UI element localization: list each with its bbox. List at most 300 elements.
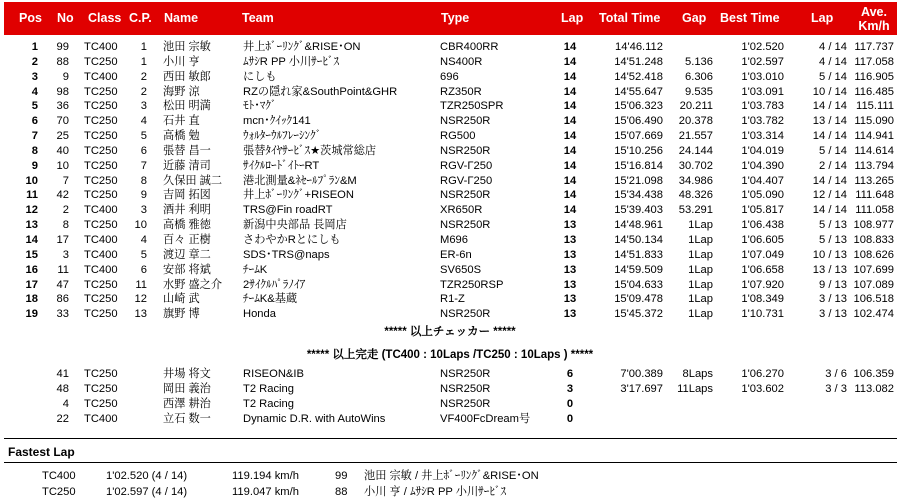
cell-type: ER-6n: [440, 248, 472, 261]
cell-team: ｳｫﾙﾀｰｳﾙﾌﾚｰｼﾝｸﾞ: [243, 130, 322, 143]
fastest-lap-row: [0, 469, 900, 484]
cell-pos: 6: [31, 115, 38, 128]
header-name: Name: [164, 11, 199, 25]
cell-lap: 14: [563, 85, 577, 98]
cell-name: 池田 宗敏: [163, 41, 211, 53]
cell-name: 西澤 耕治: [163, 398, 211, 410]
table-row: [0, 218, 900, 233]
cell-ave: 108.833: [853, 233, 894, 246]
header-total-time: Total Time: [599, 11, 661, 25]
cell-best-lap: 2 / 14: [819, 159, 847, 172]
cell-ave: 114.941: [854, 130, 894, 143]
cell-class: TC400: [84, 413, 118, 425]
cell-team: さわやかRとにしも: [243, 233, 341, 246]
cell-class: TC250: [84, 130, 118, 143]
fl-no: 88: [335, 486, 348, 498]
cell-gap: 1Lap: [688, 219, 713, 232]
cell-best-lap: 10 / 14: [812, 85, 847, 98]
cell-gap: 30.702: [678, 159, 713, 172]
cell-type: NSR250R: [440, 368, 491, 380]
cell-class: TC250: [84, 398, 118, 410]
cell-ave: 113.794: [854, 159, 894, 172]
cell-class: TC250: [84, 144, 118, 157]
header-cp: C.P.: [129, 11, 152, 25]
cell-ave: 117.737: [854, 41, 894, 53]
cell-best-lap: 14 / 14: [812, 130, 847, 143]
cell-no: 86: [56, 293, 69, 306]
cell-class: TC250: [84, 174, 118, 187]
cell-cp: 4: [140, 115, 147, 128]
cell-best-lap: 13 / 13: [812, 263, 847, 276]
header-team: Team: [242, 11, 274, 25]
cell-lap: 0: [566, 398, 574, 410]
cell-total-time: 15'45.372: [614, 308, 663, 321]
cell-pos: 15: [25, 248, 38, 261]
cell-ave: 108.626: [853, 248, 894, 261]
cell-pos: 14: [25, 233, 38, 246]
table-row: [0, 114, 900, 129]
cell-best-lap: 5 / 13: [819, 219, 847, 232]
fastest-lap-row: [0, 485, 900, 500]
cell-type: RZ350R: [440, 85, 482, 98]
cell-no: 3: [62, 248, 69, 261]
cell-gap: 34.986: [678, 174, 713, 187]
cell-class: TC400: [84, 70, 118, 83]
cell-pos: 9: [31, 159, 38, 172]
cell-gap: 20.211: [679, 100, 713, 113]
cell-class: TC250: [84, 115, 118, 128]
fl-no: 99: [335, 470, 348, 482]
cell-gap: 1Lap: [688, 293, 713, 306]
cell-ave: 106.518: [853, 293, 894, 306]
table-row: [0, 263, 900, 278]
non-classified-row: [0, 382, 900, 397]
cell-best-lap: 13 / 14: [812, 115, 847, 128]
cell-team: 新潟中央部品 長岡店: [243, 219, 347, 232]
header-lap: Lap: [561, 11, 584, 25]
cell-lap: 0: [566, 413, 574, 425]
cell-no: 48: [56, 383, 69, 395]
cell-pos: 16: [25, 263, 38, 276]
cell-best-time: 1'07.049: [741, 248, 784, 261]
cell-class: TC250: [84, 219, 118, 232]
cell-name: 旗野 博: [163, 308, 200, 321]
cell-total-time: 15'16.814: [614, 159, 663, 172]
table-row: [0, 233, 900, 248]
cell-best-lap: 9 / 13: [819, 278, 847, 291]
cell-total-time: 15'07.669: [614, 130, 663, 143]
header-ave-line2: Km/h: [858, 19, 890, 33]
header-type: Type: [441, 11, 470, 25]
cell-ave: 117.058: [854, 55, 894, 68]
cell-type: NSR250R: [440, 398, 491, 410]
cell-gap: 9.535: [685, 85, 713, 98]
cell-class: TC250: [84, 383, 118, 395]
cell-cp: 4: [140, 233, 147, 246]
cell-name: 安部 将斌: [163, 263, 211, 276]
cell-best-lap: 4 / 14: [819, 55, 847, 68]
cell-class: TC250: [84, 368, 118, 380]
cell-no: 99: [56, 41, 69, 53]
cell-best-time: 1'03.602: [741, 383, 784, 395]
cell-cp: 12: [134, 293, 147, 306]
cell-best-time: 1'03.783: [741, 100, 784, 113]
cell-lap: 14: [563, 159, 577, 172]
cell-lap: 14: [563, 204, 577, 217]
cell-best-lap: 14 / 14: [812, 204, 847, 217]
cell-ave: 107.089: [853, 278, 894, 291]
cell-team: RISEON&IB: [243, 368, 304, 380]
cell-total-time: 7'00.389: [620, 368, 663, 380]
cell-pos: 19: [25, 308, 38, 321]
non-classified-row: [0, 367, 900, 382]
table-row: [0, 99, 900, 114]
cell-ave: 113.082: [854, 383, 894, 395]
cell-name: 西田 敏郎: [163, 70, 211, 83]
cell-pos: 13: [25, 219, 38, 232]
cell-best-time: 1'10.731: [741, 308, 784, 321]
cell-lap: 14: [563, 70, 577, 83]
cell-no: 47: [56, 278, 69, 291]
fastest-lap-underline: [4, 462, 897, 463]
cell-pos: 3: [31, 70, 38, 83]
cell-type: NS400R: [440, 55, 483, 68]
table-row: [0, 203, 900, 218]
header-no: No: [57, 11, 74, 25]
table-row: [0, 174, 900, 189]
cell-gap: 1Lap: [688, 308, 713, 321]
cell-name: 松田 明満: [163, 100, 211, 113]
cell-no: 8: [62, 219, 69, 232]
cell-ave: 107.699: [853, 263, 894, 276]
cell-lap: 13: [563, 219, 577, 232]
cell-name: 立石 数一: [163, 413, 211, 425]
cell-team: にしも: [243, 70, 277, 83]
cell-total-time: 15'21.098: [614, 174, 663, 187]
cell-type: CBR400RR: [440, 41, 499, 53]
cell-best-time: 1'03.314: [741, 130, 784, 143]
cell-type: NSR250R: [440, 189, 491, 202]
cell-best-lap: 12 / 14: [812, 189, 847, 202]
cell-cp: 10: [134, 219, 147, 232]
cell-pos: 11: [26, 189, 38, 202]
cell-best-lap: 3 / 6: [825, 368, 847, 380]
cell-type: TZR250SPR: [440, 100, 504, 113]
cell-total-time: 15'09.478: [614, 293, 663, 306]
non-classified-row: [0, 412, 900, 427]
fl-rider: 池田 宗敏 / 井上ﾎﾞｰﾘﾝｸﾞ&RISE･ON: [364, 470, 539, 482]
cell-cp: 3: [140, 100, 147, 113]
cell-name: 酒井 利明: [163, 204, 211, 217]
cell-lap: 14: [563, 55, 577, 68]
cell-name: 百々 正樹: [163, 233, 211, 246]
header-class: Class: [88, 11, 122, 25]
cell-name: 山崎 武: [163, 293, 200, 306]
cell-ave: 116.905: [854, 70, 894, 83]
table-row: [0, 70, 900, 85]
table-row: [0, 159, 900, 174]
table-row: [0, 307, 900, 322]
cell-class: TC250: [84, 55, 118, 68]
cell-type: TZR250RSP: [440, 278, 504, 291]
cell-type: VF400FcDream号: [440, 413, 531, 425]
cell-pos: 8: [31, 144, 38, 157]
cell-cp: 9: [140, 189, 147, 202]
cell-pos: 12: [25, 204, 38, 217]
finish-note: ***** 以上完走 (TC400 : 10Laps /TC250 : 10Laps ) *****: [306, 349, 594, 361]
cell-total-time: 15'06.323: [614, 100, 663, 113]
cell-name: 高橋 勉: [163, 130, 200, 143]
cell-pos: 4: [31, 85, 38, 98]
cell-gap: 11Laps: [677, 383, 713, 395]
cell-team: 井上ﾎﾞｰﾘﾝｸﾞ&RISE･ON: [243, 41, 361, 53]
cell-team: 張替ﾀｲﾔｻｰﾋﾞｽ★茨城常総店: [243, 144, 377, 157]
fl-time: 1'02.520 (4 / 14): [106, 470, 188, 482]
cell-class: TC400: [84, 248, 118, 261]
cell-gap: 48.326: [678, 189, 713, 202]
cell-name: 岡田 義治: [163, 383, 211, 395]
cell-type: NSR250R: [440, 115, 491, 128]
cell-best-lap: 3 / 3: [825, 383, 847, 395]
cell-no: 40: [56, 144, 69, 157]
cell-name: 久保田 誠二: [163, 174, 223, 187]
cell-lap: 13: [563, 278, 577, 291]
cell-no: 11: [57, 263, 69, 276]
cell-no: 10: [56, 159, 69, 172]
cell-team: 2ｻｲｸﾙﾊﾟﾗﾉｲｱ: [243, 278, 306, 291]
results-table-header: [4, 2, 897, 35]
cell-best-time: 1'03.782: [741, 115, 784, 128]
header-ave: [852, 5, 896, 38]
cell-cp: 5: [140, 130, 147, 143]
fl-time: 1'02.597 (4 / 14): [106, 486, 188, 498]
cell-ave: 115.090: [854, 115, 894, 128]
cell-total-time: 15'10.256: [614, 144, 663, 157]
cell-cp: 5: [140, 248, 147, 261]
cell-no: 36: [56, 100, 69, 113]
cell-team: ﾁｰﾑK&基蔵: [243, 293, 298, 306]
cell-best-lap: 14 / 14: [812, 100, 847, 113]
cell-total-time: 14'55.647: [614, 85, 663, 98]
table-row: [0, 129, 900, 144]
cell-pos: 18: [25, 293, 38, 306]
fl-speed: 119.194 km/h: [232, 470, 299, 482]
table-row: [0, 144, 900, 159]
cell-best-lap: 3 / 13: [819, 293, 847, 306]
cell-no: 98: [56, 85, 69, 98]
cell-total-time: 15'04.633: [614, 278, 663, 291]
cell-best-time: 1'06.270: [741, 368, 784, 380]
cell-team: 井上ﾎﾞｰﾘﾝｸﾞ+RISEON: [243, 189, 354, 202]
cell-cp: 7: [140, 159, 147, 172]
cell-no: 88: [56, 55, 69, 68]
cell-gap: 20.378: [678, 115, 713, 128]
cell-name: 石井 直: [163, 115, 200, 128]
cell-ave: 114.614: [854, 144, 894, 157]
cell-name: 海野 涼: [163, 85, 200, 98]
cell-best-time: 1'05.090: [741, 189, 784, 202]
cell-cp: 8: [140, 174, 147, 187]
cell-no: 70: [56, 115, 69, 128]
cell-lap: 14: [563, 174, 577, 187]
cell-type: NSR250R: [440, 144, 491, 157]
cell-pos: 5: [31, 100, 38, 113]
cell-type: XR650R: [440, 204, 483, 217]
cell-gap: 1Lap: [688, 263, 713, 276]
cell-pos: 1: [31, 41, 38, 53]
cell-ave: 108.977: [853, 219, 894, 232]
cell-pos: 2: [31, 55, 38, 68]
cell-best-time: 1'03.091: [741, 85, 784, 98]
cell-total-time: 15'39.403: [614, 204, 663, 217]
cell-type: SV650S: [440, 263, 482, 276]
cell-best-time: 1'06.438: [741, 219, 784, 232]
cell-cp: 11: [135, 278, 147, 291]
cell-gap: 1Lap: [688, 233, 713, 246]
cell-team: ｻｲｸﾙﾛｰﾄﾞｲﾄｰRT: [243, 159, 320, 172]
cell-type: RGV-Γ250: [440, 159, 493, 172]
cell-cp: 3: [140, 204, 147, 217]
cell-best-time: 1'08.349: [741, 293, 784, 306]
cell-team: SDS･TRS@naps: [243, 248, 330, 261]
cell-team: Dynamic D.R. with AutoWins: [243, 413, 386, 425]
table-row: [0, 292, 900, 307]
cell-best-lap: 10 / 13: [812, 248, 847, 261]
cell-class: TC400: [84, 263, 118, 276]
cell-type: NSR250R: [440, 219, 491, 232]
cell-type: RG500: [440, 130, 476, 143]
cell-best-time: 1'04.390: [741, 159, 784, 172]
table-row: [0, 85, 900, 100]
cell-lap: 14: [563, 41, 577, 53]
cell-total-time: 14'59.509: [614, 263, 663, 276]
cell-lap: 13: [563, 263, 577, 276]
cell-class: TC400: [84, 41, 118, 53]
cell-pos: 10: [25, 174, 38, 187]
cell-team: T2 Racing: [243, 398, 294, 410]
cell-no: 25: [56, 130, 69, 143]
cell-best-lap: 5 / 13: [819, 233, 847, 246]
cell-cp: 1: [140, 41, 147, 53]
non-classified-row: [0, 397, 900, 412]
cell-lap: 13: [563, 248, 577, 261]
fl-class: TC400: [42, 470, 76, 482]
cell-best-lap: 3 / 13: [819, 308, 847, 321]
header-gap: Gap: [682, 11, 707, 25]
cell-team: 港北測量&ﾈｾｰﾙﾌﾟﾗﾝ&M: [243, 174, 357, 187]
cell-ave: 106.359: [853, 368, 894, 380]
cell-total-time: 14'52.418: [614, 70, 663, 83]
cell-name: 高橋 雅徳: [163, 219, 211, 232]
cell-cp: 13: [134, 308, 147, 321]
cell-name: 渡辺 章二: [163, 248, 211, 261]
cell-best-time: 1'06.605: [741, 233, 784, 246]
cell-gap: 8Laps: [682, 368, 713, 380]
cell-lap: 13: [563, 233, 577, 246]
cell-gap: 1Lap: [688, 248, 713, 261]
cell-team: RZの隠れ家&SouthPoint&GHR: [243, 85, 398, 98]
cell-lap: 14: [563, 189, 577, 202]
checker-note: ***** 以上チェッカー *****: [384, 326, 516, 338]
cell-class: TC400: [84, 204, 118, 217]
cell-ave: 115.111: [856, 100, 894, 113]
cell-gap: 21.557: [678, 130, 713, 143]
cell-ave: 111.648: [855, 189, 894, 202]
cell-total-time: 15'06.490: [614, 115, 663, 128]
cell-name: 近藤 清司: [163, 159, 211, 172]
table-row: [0, 40, 900, 55]
cell-cp: 2: [140, 85, 147, 98]
cell-lap: 14: [563, 115, 577, 128]
cell-best-lap: 5 / 14: [819, 144, 847, 157]
header-ave-line1: Ave.: [861, 5, 887, 19]
cell-best-lap: 5 / 14: [819, 70, 847, 83]
cell-type: RGV-Γ250: [440, 174, 493, 187]
cell-no: 33: [56, 308, 69, 321]
cell-ave: 111.058: [855, 204, 894, 217]
cell-best-time: 1'04.407: [741, 174, 784, 187]
cell-total-time: 14'50.134: [614, 233, 663, 246]
cell-type: NSR250R: [440, 383, 491, 395]
cell-class: TC250: [84, 100, 118, 113]
cell-total-time: 15'34.438: [614, 189, 663, 202]
cell-cp: 2: [140, 70, 147, 83]
results-table-body: [0, 40, 900, 322]
cell-best-time: 1'06.658: [741, 263, 784, 276]
cell-ave: 102.474: [853, 308, 894, 321]
non-classified-table: [0, 367, 900, 427]
cell-best-time: 1'02.597: [741, 55, 784, 68]
cell-ave: 113.265: [854, 174, 894, 187]
cell-best-time: 1'02.520: [741, 41, 784, 53]
cell-pos: 17: [25, 278, 38, 291]
cell-lap: 13: [563, 308, 577, 321]
table-row: [0, 188, 900, 203]
cell-cp: 6: [140, 144, 147, 157]
cell-no: 17: [56, 233, 69, 246]
cell-total-time: 3'17.697: [620, 383, 663, 395]
cell-no: 22: [56, 413, 69, 425]
cell-gap: 5.136: [685, 55, 713, 68]
cell-best-time: 1'07.920: [741, 278, 784, 291]
cell-type: 696: [440, 70, 459, 83]
cell-team: ﾓﾄ･ﾏｸﾞ: [243, 100, 277, 113]
cell-lap: 14: [563, 130, 577, 143]
header-best-time: Best Time: [720, 11, 780, 25]
cell-total-time: 14'51.833: [614, 248, 663, 261]
cell-type: R1-Z: [440, 293, 465, 306]
cell-team: ﾁｰﾑK: [243, 263, 268, 276]
cell-lap: 13: [563, 293, 577, 306]
cell-team: ﾑｻｼR PP 小川ｻｰﾋﾞｽ: [243, 55, 340, 68]
cell-name: 水野 盛之介: [163, 278, 223, 291]
cell-name: 井場 将文: [163, 368, 211, 380]
header-best-lap: Lap: [811, 11, 834, 25]
cell-no: 2: [62, 204, 69, 217]
cell-no: 41: [56, 368, 69, 380]
table-row: [0, 55, 900, 70]
cell-no: 7: [62, 174, 69, 187]
cell-best-lap: 14 / 14: [812, 174, 847, 187]
cell-cp: 1: [140, 55, 147, 68]
cell-gap: 53.291: [678, 204, 713, 217]
fl-speed: 119.047 km/h: [232, 486, 299, 498]
cell-name: 吉岡 拓図: [163, 189, 211, 202]
table-row: [0, 248, 900, 263]
cell-class: TC400: [84, 233, 118, 246]
fl-rider: 小川 亨 / ﾑｻｼR PP 小川ｻｰﾋﾞｽ: [364, 486, 507, 498]
cell-pos: 7: [31, 130, 38, 143]
